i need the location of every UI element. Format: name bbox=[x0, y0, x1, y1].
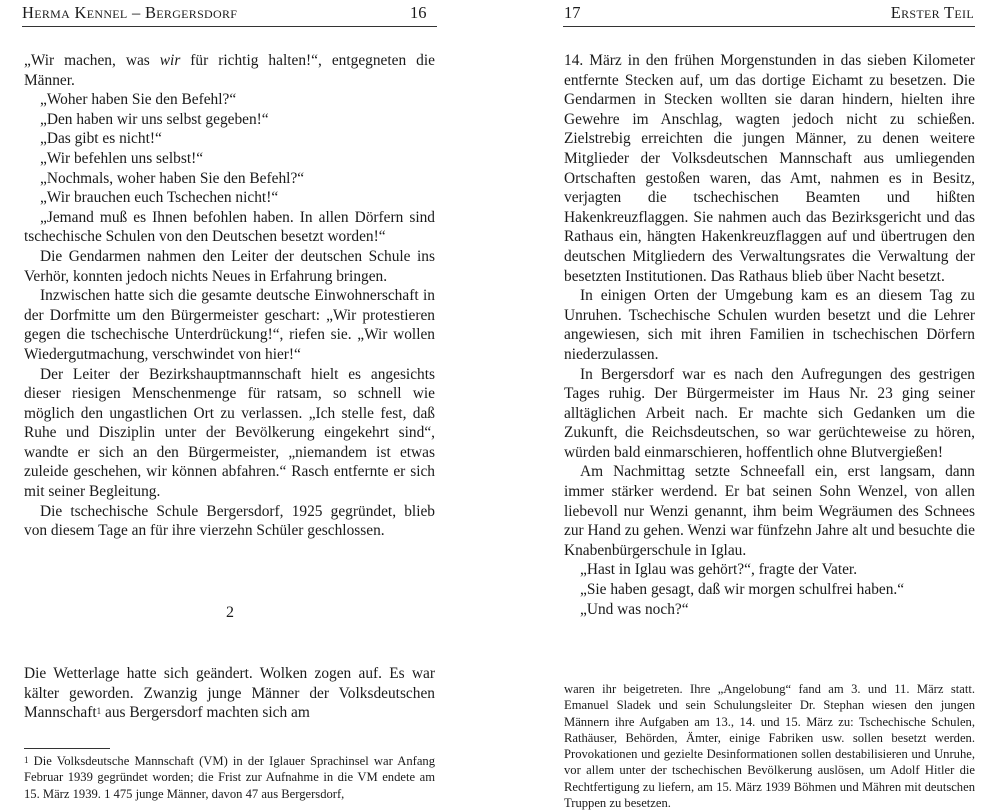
body-text bbox=[24, 51, 435, 541]
paragraph: Die Gendarmen nahmen den Leiter der deutschen Schule ins Verhör, konnten jedoch nichts Neues in Erfahrung bringen. bbox=[24, 247, 435, 285]
paragraph: „Hast in Iglau was gehört?“, fragte der Vater. bbox=[580, 561, 858, 579]
paragraph: Die Wetterlage hatte sich geändert. Wolken zogen auf. Es war kälter geworden. Zwanzig junge Männer der Volksdeutschen Mannschaft$^1$ aus Bergersdorf machten sich am bbox=[24, 665, 435, 722]
running-header-title: Herma Kennel – Bergersdorf bbox=[22, 3, 238, 22]
paragraph: In Bergersdorf war es nach den Aufregungen des gestrigen Tages ruhig. Der Bürgermeister im Haus Nr. 23 ging seiner alltäglichen Arbeit nach. Er machte sich Gedanken um die Zukunft, die Reichsdeutschen, so war gerüchteweise zu hören, würden bald einmarschieren, hoffentlich ohne Blutvergießen! bbox=[564, 365, 975, 461]
right-page bbox=[500, 0, 1000, 811]
paragraph: „Nochmals, woher haben Sie den Befehl?“ bbox=[40, 169, 305, 187]
footnote-continuation: waren ihr beigetreten. Ihre „Angelobung“ fand am 3. und 11. März statt. Emanuel Sladek und sein Schulungsleiter Dr. Stephan wiesen den jungen Männern ihre Aufgaben am 13., 14. und 15. März zu: Tschechische Schulen, Rathäuser, Behörden, Ämter, einige Fabriken usw. sollen besetzt werden. Provokationen und gezielte Desinformationen sollen destabilisieren und Unruhe, vor allem unter der tschechischen Bevölkerung auslösen, um Adolf Hitler die Rechtfertigung zu liefern, am 15. März 1939 Böhmen und Mähren mit deutschen Truppen zu besetzen. bbox=[564, 682, 975, 811]
footnote: $^1$ Die Volksdeutsche Mannschaft (VM) in der Iglauer Sprachinsel war Anfang Februar 1939 gegründet worden; die Frist zur Aufnahme in die VM endete am 15. März 1939. 1 475 junge Männer, davon 47 aus Bergersdorf, bbox=[24, 754, 435, 801]
page-number: 16 bbox=[410, 3, 427, 22]
section-text bbox=[24, 664, 435, 723]
paragraph: „Sie haben gesagt, daß wir morgen schulfrei haben.“ bbox=[580, 581, 905, 599]
paragraph: „Und was noch?“ bbox=[580, 600, 689, 618]
footnote-marker: 1 bbox=[96, 706, 102, 717]
paragraph: „Wir befehlen uns selbst!“ bbox=[40, 149, 204, 167]
section-number: 2 bbox=[226, 604, 234, 621]
paragraph: Am Nachmittag setzte Schneefall ein, erst langsam, dann immer stärker werdend. Er bat seinen Sohn Wenzel, von allen liebevoll nur Wenzi genannt, ihm beim Wegräumen des Schnees zur Hand zu gehen. Wenzi war fünfzehn Jahre alt und besuchte die Knabenbürgerschule in Iglau. bbox=[564, 463, 975, 559]
paragraph: „Den haben wir uns selbst gegeben!“ bbox=[40, 110, 269, 128]
footnote-marker: 1 bbox=[24, 755, 29, 765]
paragraph: „Wir brauchen euch Tschechen nicht!“ bbox=[40, 189, 279, 207]
paragraph: „Jemand muß es Ihnen befohlen haben. In allen Dörfern sind tschechische Schulen von den Deutschen besetzt worden!“ bbox=[24, 208, 435, 246]
footnote-rule bbox=[24, 748, 110, 749]
body-text bbox=[564, 51, 975, 619]
paragraph: Die tschechische Schule Bergersdorf, 1925 gegründet, blieb von diesem Tage an für ihre vierzehn Schüler geschlossen. bbox=[24, 502, 435, 540]
page-number: 17 bbox=[564, 3, 581, 22]
paragraph: „Das gibt es nicht!“ bbox=[40, 130, 162, 148]
header-rule bbox=[563, 26, 975, 27]
paragraph: Inzwischen hatte sich die gesamte deutsche Einwohnerschaft in der Dorfmitte um den Bürgermeister geschart: „Wir protestieren gegen die tschechische Unterdrückung!“, riefen sie. „Wir wollen Wiedergutmachung, verschwindet von hier!“ bbox=[24, 287, 435, 363]
paragraph: Der Leiter der Bezirkshauptmannschaft hielt es angesichts dieser riesigen Menschenmenge für ratsam, so schnell wie möglich den ungastlichen Ort zu verlassen. „Ich stelle fest, daß Ruhe und Disziplin unter der Bevölkerung eingekehrt sind“, wandte er sich an den Bürgermeister, „niemandem ist etwas zuleide geschehen, wir können abfahren.“ Rasch entfernte er sich mit seiner Begleitung. bbox=[24, 365, 435, 501]
header-rule bbox=[22, 26, 437, 27]
paragraph: „Woher haben Sie den Befehl?“ bbox=[40, 91, 237, 109]
left-page bbox=[0, 0, 500, 800]
running-header-title: Erster Teil bbox=[890, 3, 974, 22]
paragraph: In einigen Orten der Umgebung kam es an diesem Tag zu Unruhen. Tschechische Schulen wurden besetzt und die Lehrer angewiesen, sich mit ihren Familien in tschechischen Dörfern niederzulassen. bbox=[564, 287, 975, 363]
paragraph: „Wir machen, was wir für richtig halten!“, entgegneten die Männer. bbox=[24, 52, 435, 89]
paragraph: 14. März in den frühen Morgenstunden in das sieben Kilometer entfernte Stecken auf, um das dortige Eichamt zu besetzen. Die Gendarmen in Stecken wollten sie daran hindern, hielten ihre Gewehre im Anschlag, wagten jedoch nicht zu schießen. Zielstrebig erreichten die jungen Männer, zu denen weitere Mitglieder der Volksdeutschen Mannschaft aus umliegenden Ortschaften gestoßen waren, das Amt, nahmen es in Besitz, verjagten die tschechischen Beamten und hißten Hakenkreuzflaggen. Sie nahmen auch das Bezirksgericht und das Rathaus ein, hängten Hakenkreuzflaggen auf und übertrugen den deutschen Mitgliedern des Verwaltungsrates die Verwaltung der besetzten Institutionen. Das Rathaus blieb über Nacht besetzt. bbox=[564, 52, 975, 285]
